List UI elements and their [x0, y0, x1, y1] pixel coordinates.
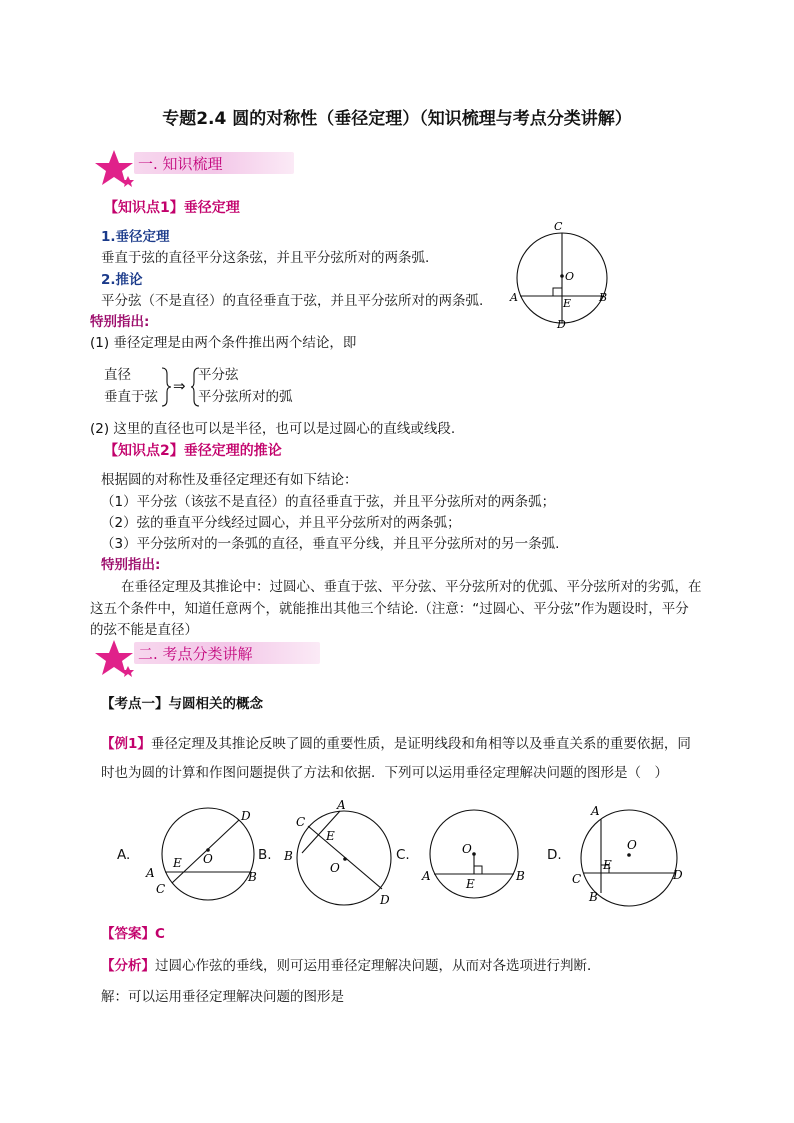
example-line — [101, 734, 691, 754]
label-d: D — [557, 318, 566, 331]
option-a-letter: A. — [117, 847, 131, 863]
brace-icon — [160, 366, 172, 408]
label-a: A — [510, 291, 518, 304]
note-label: 特别指出: — [90, 314, 150, 330]
subheading: 2.推论 — [101, 272, 143, 288]
paragraph-line: 这五个条件中，知道任意两个，就能推出其他三个结论.（注意：“过圆心、平分弦”作为题设时，平分 — [90, 601, 689, 617]
label-a: A — [337, 798, 346, 812]
label-e: E — [603, 858, 612, 872]
label-b: B — [248, 870, 257, 884]
theorem-text: 垂直于弦的直径平分这条弦，并且平分弦所对的两条弧. — [101, 250, 430, 266]
paragraph-line: 的弦不能是直径） — [90, 622, 198, 638]
label-c: C — [156, 882, 166, 896]
label-a: A — [422, 869, 431, 883]
analysis-line — [101, 956, 601, 976]
example-text: 垂径定理及其推论反映了圆的重要性质，是证明线段和角相等以及垂直关系的重要依据，同 — [150, 736, 691, 752]
knowledge-point-heading: 【知识点1】垂径定理 — [104, 200, 240, 216]
section-heading: 二. 考点分类讲解 — [138, 645, 253, 663]
implication-scheme — [104, 364, 304, 408]
page-title: 专题2.4 圆的对称性（垂径定理）（知识梳理与考点分类讲解） — [162, 109, 632, 129]
label-e: E — [173, 856, 182, 870]
corollary-text: 平分弦（不是直径）的直径垂直于弦，并且平分弦所对的两条弧. — [101, 293, 484, 309]
conclusion-item: （1）平分弦（该弦不是直径）的直径垂直于弦，并且平分弦所对的两条弧； — [101, 494, 556, 510]
option-d-figure — [567, 798, 692, 910]
label-b: B — [599, 291, 608, 304]
label-d: D — [241, 809, 251, 823]
label-d: D — [673, 868, 683, 882]
result-text: 平分弦 — [198, 367, 239, 383]
answer-label: 【答案】 — [101, 926, 155, 942]
option-c-figure — [418, 806, 538, 906]
label-c: C — [554, 220, 563, 233]
implies-arrow: ⇒ — [173, 377, 186, 395]
example-label: 【例1】 — [101, 736, 151, 752]
note-text: (1) 垂径定理是由两个条件推出两个结论，即 — [90, 335, 357, 351]
label-b: B — [589, 890, 598, 904]
option-d-letter: D. — [547, 847, 562, 863]
answer-line — [101, 924, 165, 944]
label-a: A — [591, 804, 600, 818]
solution-text: 解：可以运用垂径定理解决问题的图形是 — [101, 989, 344, 1005]
star-icon — [92, 148, 136, 188]
note-label: 特别指出: — [101, 557, 161, 573]
section-banner-topics — [92, 638, 312, 666]
option-a-figure — [142, 800, 272, 910]
label-o: O — [203, 852, 213, 866]
intro-text: 根据圆的对称性及垂径定理还有如下结论： — [101, 472, 358, 488]
result-text: 平分弦所对的弧 — [198, 389, 293, 405]
option-c-letter: C. — [396, 847, 410, 863]
note-text: (2) 这里的直径也可以是半径，也可以是过圆心的直线或线段. — [90, 421, 456, 437]
paragraph-line: 在垂径定理及其推论中：过圆心、垂直于弦、平分弦、平分弦所对的优弧、平分弦所对的劣弧，在 — [121, 579, 702, 595]
subheading: 1.垂径定理 — [101, 229, 170, 245]
analysis-text: 过圆心作弦的垂线，则可运用垂径定理解决问题，从而对各选项进行判断． — [155, 958, 601, 974]
label-b: B — [516, 869, 525, 883]
theorem-figure — [505, 218, 620, 334]
label-o: O — [627, 838, 637, 852]
knowledge-point-heading: 【知识点2】垂径定理的推论 — [104, 443, 282, 459]
label-o: O — [462, 842, 472, 856]
topic-heading: 【考点一】与圆相关的概念 — [101, 696, 263, 712]
condition-text: 直径 — [104, 367, 131, 383]
star-icon — [92, 638, 136, 678]
label-b: B — [284, 849, 293, 863]
label-c: C — [572, 872, 582, 886]
section-heading: 一. 知识梳理 — [138, 155, 223, 173]
label-e: E — [563, 297, 572, 310]
label-e: E — [466, 877, 475, 891]
conclusion-item: （3）平分弦所对的一条弧的直径，垂直平分线，并且平分弦所对的另一条弧. — [101, 536, 560, 552]
answer-value: C — [155, 926, 165, 942]
condition-text: 垂直于弦 — [104, 389, 158, 405]
label-a: A — [146, 866, 155, 880]
conclusion-item: （2）弦的垂直平分线经过圆心，并且平分弦所对的两条弧； — [101, 515, 461, 531]
example-text: 时也为圆的计算和作图问题提供了方法和依据．下列可以运用垂径定理解决问题的图形是（ ） — [101, 765, 668, 781]
option-b-letter: B. — [258, 847, 272, 863]
label-e: E — [326, 829, 335, 843]
label-o: O — [330, 861, 340, 875]
label-o: O — [565, 270, 575, 283]
option-b-figure — [282, 796, 407, 911]
label-d: D — [380, 893, 390, 907]
label-c: C — [296, 815, 306, 829]
analysis-label: 【分析】 — [101, 958, 155, 974]
section-banner-knowledge — [92, 148, 292, 176]
